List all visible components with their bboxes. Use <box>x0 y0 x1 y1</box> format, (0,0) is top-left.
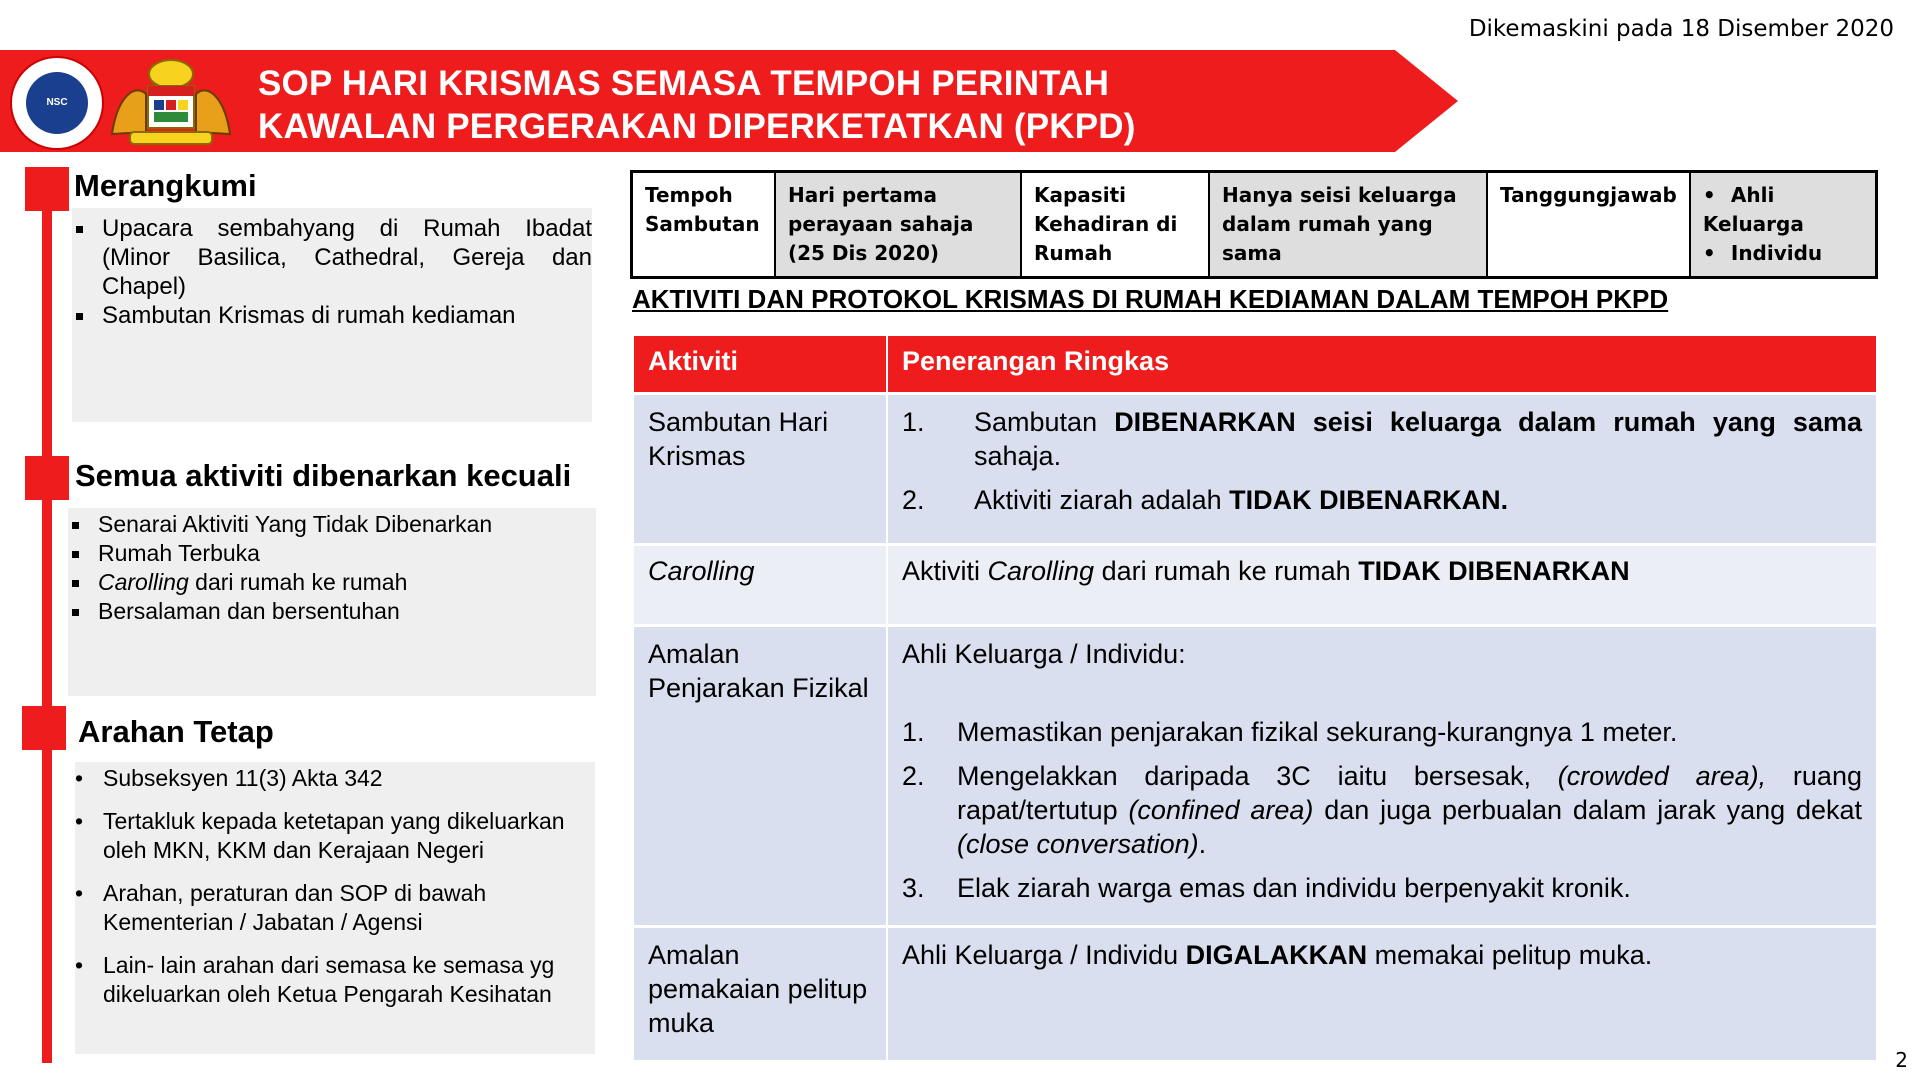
section-title-arahan: Arahan Tetap <box>78 714 274 749</box>
section-marker <box>25 167 69 211</box>
activity-cell: Carolling <box>634 545 887 626</box>
list-item: Senarai Aktiviti Yang Tidak Dibenarkan <box>72 510 596 539</box>
page-title <box>258 62 1136 148</box>
info-cell: Tempoh Sambutan <box>632 172 776 278</box>
section-title-kecuali: Semua aktiviti dibenarkan kecuali <box>75 458 572 493</box>
info-cell: Hanya seisi keluarga dalam rumah yang sama <box>1209 172 1487 278</box>
info-cell: Tanggungjawab <box>1487 172 1690 278</box>
list-item: 1. Memastikan penjarakan fizikal sekurang-kurangnya 1 meter. <box>902 717 1678 747</box>
table-row <box>634 545 1877 626</box>
arahan-box <box>75 762 595 1054</box>
merangkumi-list <box>72 208 592 330</box>
arahan-list <box>75 762 595 1009</box>
coat-of-arms-logo <box>108 54 234 148</box>
list-item: • Lain- lain arahan dari semasa ke semasa yg dikeluarkan oleh Ketua Pengarah Kesihatan <box>75 951 595 1009</box>
activities-heading: AKTIVITI DAN PROTOKOL KRISMAS DI RUMAH KEDIAMAN DALAM TEMPOH PKPD <box>632 284 1669 314</box>
list-item: 3. Elak ziarah warga emas dan individu berpenyakit kronik. <box>902 873 1631 903</box>
page-number: 2 <box>1895 1048 1908 1072</box>
info-cell: Kapasiti Kehadiran di Rumah <box>1021 172 1209 278</box>
list-item: 2. Aktiviti ziarah adalah TIDAK DIBENARKAN. <box>902 485 1509 515</box>
title-line-1: SOP HARI KRISMAS SEMASA TEMPOH PERINTAH <box>258 64 1110 103</box>
activity-cell: Amalan Penjarakan Fizikal <box>634 626 887 927</box>
section-marker <box>25 456 69 500</box>
section-marker <box>22 706 66 750</box>
table-row <box>634 394 1877 545</box>
description-intro: Ahli Keluarga / Individu: <box>902 639 1186 669</box>
list-item: Sambutan Krismas di rumah kediaman <box>76 301 592 330</box>
updated-date: Dikemaskini pada 18 Disember 2020 <box>1468 16 1894 42</box>
description-cell: Ahli Keluarga / Individu DIGALAKKAN memakai pelitup muka. <box>887 927 1877 1061</box>
list-item: 2. Mengelakkan daripada 3C iaitu bersesak, (crowded area), ruang rapat/tertutup (confined area) dan juga perbualan dalam jarak yang dekat (close conversation). <box>902 761 1863 859</box>
activity-cell: Amalan pemakaian pelitup muka <box>634 927 887 1061</box>
activity-cell: Sambutan Hari Krismas <box>634 394 887 545</box>
activities-table <box>634 336 1878 1060</box>
description-cell <box>887 394 1877 545</box>
info-cell <box>1690 172 1877 278</box>
list-item: • Subseksyen 11(3) Akta 342 <box>75 764 595 793</box>
table-header-row <box>634 336 1877 394</box>
info-table <box>630 170 1878 279</box>
table-row <box>634 626 1877 927</box>
description-cell <box>887 626 1877 927</box>
nsc-logo: NSC <box>10 56 104 150</box>
list-item: Carolling dari rumah ke rumah <box>72 568 596 597</box>
list-item: • Tertakluk kepada ketetapan yang dikeluarkan oleh MKN, KKM dan Kerajaan Negeri <box>75 807 595 865</box>
list-item: Upacara sembahyang di Rumah Ibadat (Minor Basilica, Cathedral, Gereja dan Chapel) <box>76 214 592 301</box>
list-item: Rumah Terbuka <box>72 539 596 568</box>
list-item: • Arahan, peraturan dan SOP di bawah Kementerian / Jabatan / Agensi <box>75 879 595 937</box>
list-item: Bersalaman dan bersentuhan <box>72 597 596 626</box>
info-cell: Hari pertama perayaan sahaja (25 Dis 2020) <box>775 172 1021 278</box>
table-row <box>634 927 1877 1061</box>
kecuali-box <box>68 508 596 696</box>
description-cell: Aktiviti Carolling dari rumah ke rumah TIDAK DIBENARKAN <box>887 545 1877 626</box>
merangkumi-box <box>72 208 592 422</box>
header-cell: Penerangan Ringkas <box>887 336 1877 394</box>
list-item: 1. Sambutan DIBENARKAN seisi keluarga dalam rumah yang sama sahaja. <box>902 407 1862 471</box>
info-bullet: • Individu <box>1702 241 1823 265</box>
kecuali-list <box>68 508 596 626</box>
title-line-2: KAWALAN PERGERAKAN DIPERKETATKAN (PKPD) <box>258 107 1136 146</box>
info-bullet: • Ahli Keluarga <box>1702 183 1804 236</box>
timeline-line <box>42 168 52 1063</box>
section-title-merangkumi: Merangkumi <box>74 168 257 203</box>
header-cell: Aktiviti <box>634 336 887 394</box>
